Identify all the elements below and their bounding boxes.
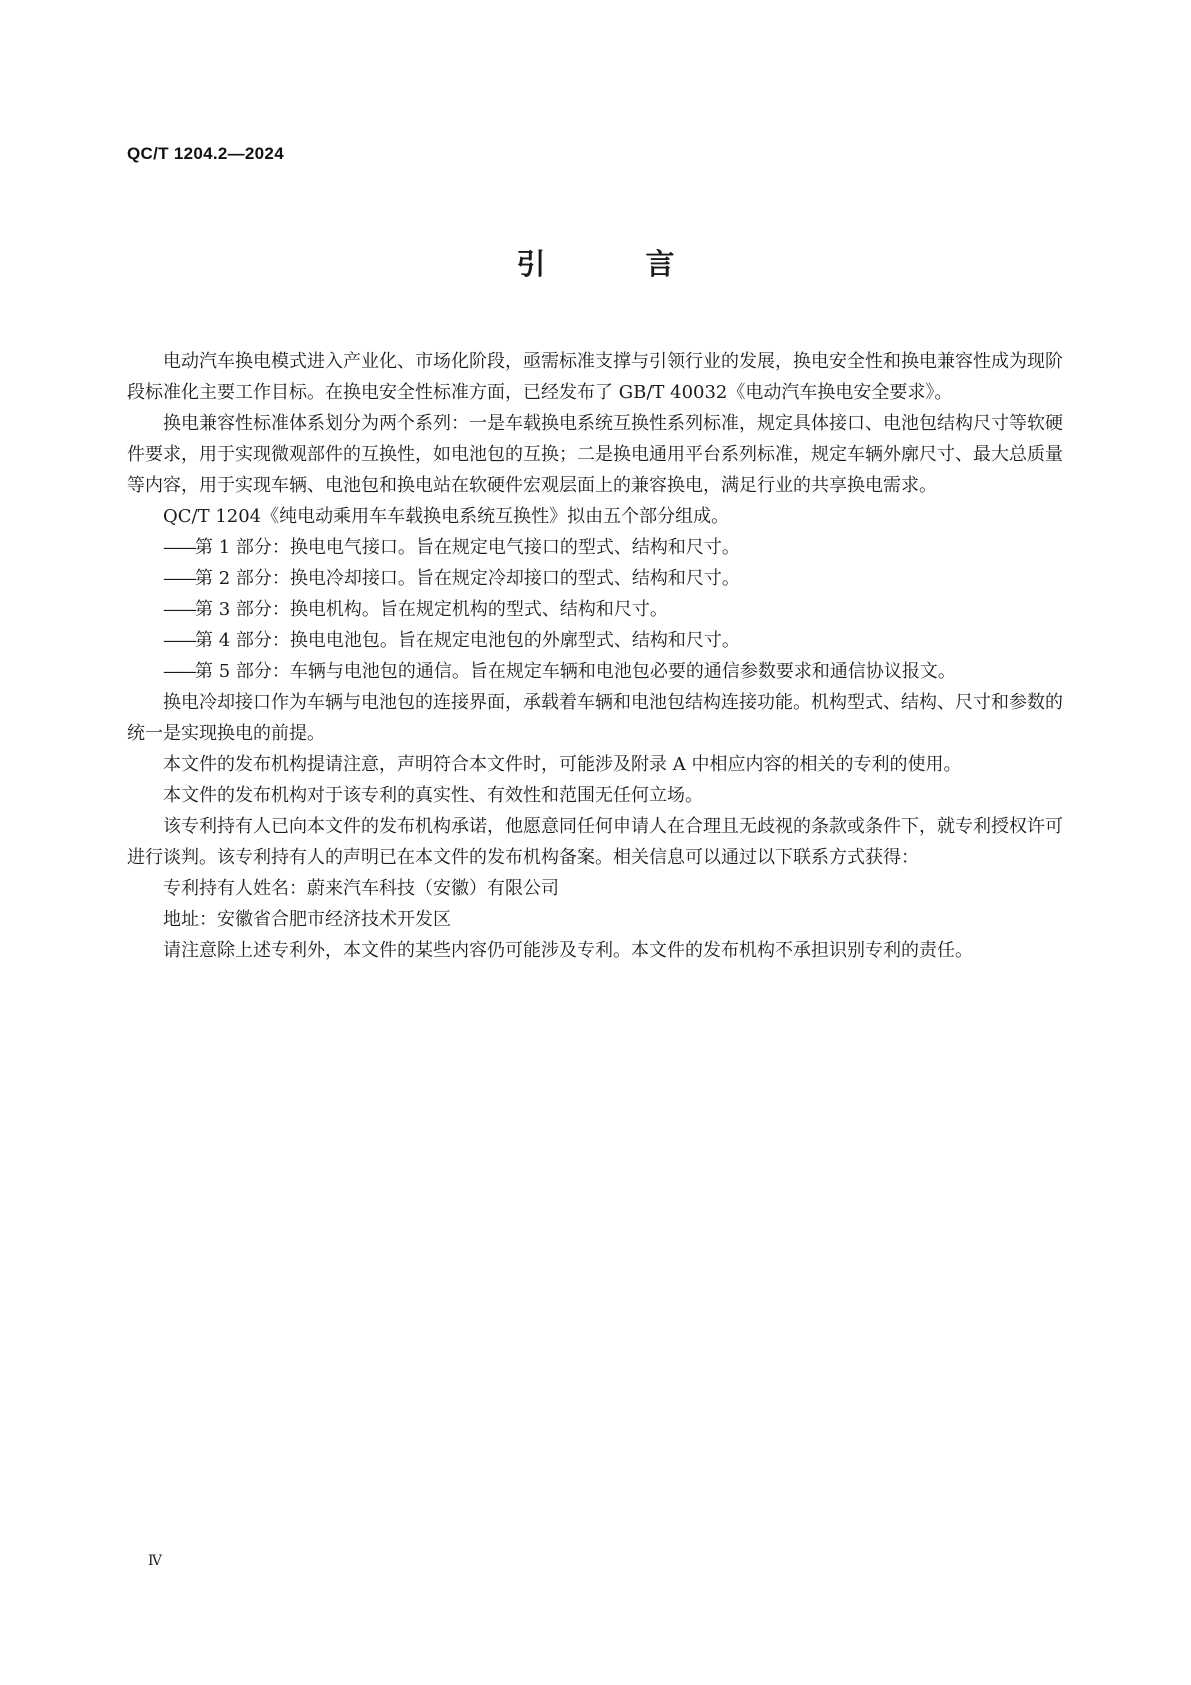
paragraph: 专利持有人姓名：蔚来汽车科技（安徽）有限公司 — [163, 878, 559, 899]
paragraph: 请注意除上述专利外，本文件的某些内容仍可能涉及专利。本文件的发布机构不承担识别专利的责任。 — [163, 940, 973, 961]
paragraph: 本文件的发布机构提请注意，声明符合本文件时，可能涉及附录 A 中相应内容的相关的专利的使用。 — [163, 754, 962, 775]
dash-marker: —— — [163, 537, 195, 558]
list-item-text: 第 5 部分：车辆与电池包的通信。旨在规定车辆和电池包必要的通信参数要求和通信协议报文。 — [195, 661, 956, 682]
list-item-text: 第 2 部分：换电冷却接口。旨在规定冷却接口的型式、结构和尺寸。 — [195, 568, 740, 589]
paragraph: 电动汽车换电模式进入产业化、市场化阶段，亟需标准支撑与引领行业的发展，换电安全性和换电兼容性成为现阶段标准化主要工作目标。在换电安全性标准方面，已经发布了 GB/T 40032《电动汽车换电安全要求》。 — [127, 351, 1063, 403]
page-number: Ⅳ — [148, 1553, 162, 1569]
dash-marker: —— — [163, 599, 195, 620]
paragraph: 该专利持有人已向本文件的发布机构承诺，他愿意同任何申请人在合理且无歧视的条款或条件下，就专利授权许可进行谈判。该专利持有人的声明已在本文件的发布机构备案。相关信息可以通过以下联系方式获得： — [127, 816, 1063, 868]
dash-marker: —— — [163, 568, 195, 589]
list-item — [127, 656, 1063, 687]
paragraph: 地址：安徽省合肥市经济技术开发区 — [163, 909, 451, 930]
page-title: 引 言 — [516, 247, 720, 281]
list-item — [127, 625, 1063, 656]
paragraph: QC/T 1204《纯电动乘用车车载换电系统互换性》拟由五个部分组成。 — [163, 506, 730, 527]
list-item-text: 第 1 部分：换电电气接口。旨在规定电气接口的型式、结构和尺寸。 — [195, 537, 740, 558]
list-item — [127, 563, 1063, 594]
list-item — [127, 532, 1063, 563]
paragraph: 本文件的发布机构对于该专利的真实性、有效性和范围无任何立场。 — [163, 785, 703, 806]
list-item-text: 第 3 部分：换电机构。旨在规定机构的型式、结构和尺寸。 — [195, 599, 668, 620]
list-item-text: 第 4 部分：换电电池包。旨在规定电池包的外廓型式、结构和尺寸。 — [195, 630, 740, 651]
dash-marker: —— — [163, 630, 195, 651]
document-code: QC/T 1204.2—2024 — [127, 144, 284, 163]
document-body — [127, 346, 1063, 966]
dash-marker: —— — [163, 661, 195, 682]
paragraph: 换电冷却接口作为车辆与电池包的连接界面，承载着车辆和电池包结构连接功能。机构型式、结构、尺寸和参数的统一是实现换电的前提。 — [127, 692, 1063, 744]
list-item — [127, 594, 1063, 625]
paragraph: 换电兼容性标准体系划分为两个系列：一是车载换电系统互换性系列标准，规定具体接口、电池包结构尺寸等软硬件要求，用于实现微观部件的互换性，如电池包的互换；二是换电通用平台系列标准，规定车辆外廓尺寸、最大总质量等内容，用于实现车辆、电池包和换电站在软硬件宏观层面上的兼容换电，满足行业的共享换电需求。 — [127, 413, 1063, 496]
